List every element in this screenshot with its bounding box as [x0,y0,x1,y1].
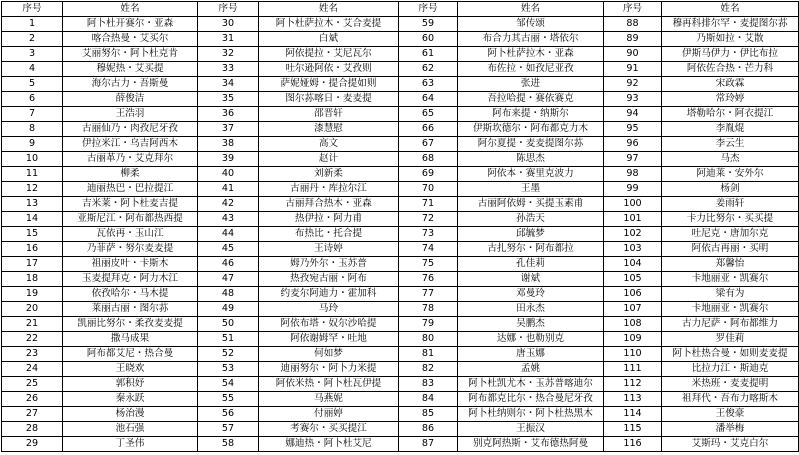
seq-cell: 43 [198,212,259,227]
seq-cell: 49 [198,302,259,317]
name-cell: 李胤焜 [662,122,799,137]
seq-cell: 71 [399,197,458,212]
table-row [2,62,799,77]
name-cell: 阿迪莱・安外尔 [662,167,799,182]
seq-cell: 16 [2,242,63,257]
seq-cell: 45 [198,242,259,257]
name-cell: 古扎努尔・阿布都拉 [458,242,604,257]
seq-cell: 115 [604,422,662,437]
name-cell: 热孜宛古丽・阿布 [259,272,399,287]
seq-cell: 53 [198,362,259,377]
name-cell: 姜雨轩 [662,197,799,212]
seq-cell: 58 [198,437,259,452]
seq-cell: 80 [399,332,458,347]
name-cell: 玉麦提拜克・阿力木江 [63,272,198,287]
table-row [2,167,799,182]
name-cell: 吴鹏杰 [458,317,604,332]
seq-cell: 64 [399,92,458,107]
seq-cell: 77 [399,287,458,302]
seq-cell: 40 [198,167,259,182]
name-cell: 王墨 [458,182,604,197]
seq-cell: 7 [2,107,63,122]
seq-cell: 46 [198,257,259,272]
seq-cell: 62 [399,62,458,77]
name-cell: 穆再科排尔罕・麦提图尔荪 [662,17,799,32]
name-cell: 付丽婷 [259,407,399,422]
seq-cell: 50 [198,317,259,332]
seq-cell: 5 [2,77,63,92]
seq-cell: 93 [604,92,662,107]
name-cell: 依孜哈尔・马木提 [63,287,198,302]
seq-cell: 90 [604,47,662,62]
name-cell: 古丽阿依姆・买提玉素甫 [458,197,604,212]
name-cell: 娜迪热・阿卜杜艾尼 [259,437,399,452]
name-cell: 秦永跃 [63,392,198,407]
name-cell: 王浩羽 [63,107,198,122]
seq-cell: 22 [2,332,63,347]
name-cell: 阿卜杜纳则尔・阿卜杜热黑木 [458,407,604,422]
seq-cell: 87 [399,437,458,452]
seq-header: 序号 [198,2,259,17]
seq-cell: 20 [2,302,63,317]
roster-body [2,17,799,452]
name-cell: 潘举梅 [662,422,799,437]
seq-cell: 95 [604,122,662,137]
name-cell: 布热比・托合提 [259,227,399,242]
table-row [2,152,799,167]
seq-cell: 66 [399,122,458,137]
table-row [2,302,799,317]
seq-cell: 78 [399,302,458,317]
name-cell: 吾拉哈提・赛依赛克 [458,92,604,107]
table-row [2,227,799,242]
name-cell: 米热班・麦麦提明 [662,377,799,392]
name-cell: 白斌 [259,32,399,47]
name-cell: 邓曼玲 [458,287,604,302]
seq-cell: 1 [2,17,63,32]
seq-cell: 75 [399,257,458,272]
name-cell: 阿布来提・纳斯尔 [458,107,604,122]
table-row [2,32,799,47]
table-row [2,47,799,62]
name-cell: 乃菲萨・努尔麦麦提 [63,242,198,257]
name-cell: 杨治漫 [63,407,198,422]
name-cell: 伊斯马伊力・伊比布拉 [662,47,799,62]
seq-cell: 8 [2,122,63,137]
name-cell: 郑馨怡 [662,257,799,272]
name-cell: 刘新柔 [259,167,399,182]
name-cell: 张进 [458,77,604,92]
seq-cell: 23 [2,347,63,362]
seq-cell: 113 [604,392,662,407]
name-cell: 阿依谢姆罕・吐地 [259,332,399,347]
seq-cell: 112 [604,377,662,392]
seq-cell: 59 [399,17,458,32]
name-cell: 田永杰 [458,302,604,317]
name-cell: 热伊拉・阿力甫 [259,212,399,227]
seq-cell: 29 [2,437,63,452]
seq-cell: 106 [604,287,662,302]
table-row [2,107,799,122]
seq-cell: 36 [198,107,259,122]
name-cell: 艾丽努尔・阿卜杜克肯 [63,47,198,62]
name-cell: 萨妮娅姆・提合提如则 [259,77,399,92]
seq-cell: 11 [2,167,63,182]
seq-cell: 37 [198,122,259,137]
name-cell: 宋政霖 [662,77,799,92]
name-cell: 图尔荪喀日・麦麦提 [259,92,399,107]
name-cell: 王诗婷 [259,242,399,257]
table-row [2,212,799,227]
table-row [2,437,799,452]
name-cell: 祖丽皮叶・卡斯木 [63,257,198,272]
name-cell: 伊拉米江・乌吉阿西木 [63,137,198,152]
name-cell: 阿卜杜凯尤木・玉苏普喀迪尔 [458,377,604,392]
seq-header: 序号 [604,2,662,17]
seq-cell: 114 [604,407,662,422]
name-cell: 马玲 [259,302,399,317]
name-cell: 古丽丹・库拉尔江 [259,182,399,197]
seq-cell: 6 [2,92,63,107]
name-cell: 迪丽热巴・巴拉提江 [63,182,198,197]
seq-cell: 42 [198,197,259,212]
seq-cell: 116 [604,437,662,452]
name-cell: 考赛尔・买买提江 [259,422,399,437]
table-row [2,317,799,332]
name-cell: 阿依米热・阿卜杜瓦伊提 [259,377,399,392]
name-cell: 阿依布塔・奴尔沙哈提 [259,317,399,332]
name-cell: 卡地丽亚・凯赛尔 [662,302,799,317]
table-row [2,257,799,272]
name-header: 姓名 [259,2,399,17]
seq-cell: 97 [604,152,662,167]
seq-cell: 54 [198,377,259,392]
name-cell: 吐尼克・唐加尔克 [662,227,799,242]
name-cell: 达娜・也勒别克 [458,332,604,347]
seq-cell: 47 [198,272,259,287]
seq-cell: 17 [2,257,63,272]
name-cell: 马燕妮 [259,392,399,407]
seq-cell: 96 [604,137,662,152]
name-cell: 古丽仙乃・肉孜尼牙孜 [63,122,198,137]
table-row [2,347,799,362]
name-cell: 漆慧慰 [259,122,399,137]
seq-cell: 98 [604,167,662,182]
name-cell: 陈思杰 [458,152,604,167]
seq-cell: 108 [604,317,662,332]
seq-cell: 27 [2,407,63,422]
name-cell: 比拉力江・斯迪克 [662,362,799,377]
seq-cell: 30 [198,17,259,32]
seq-cell: 32 [198,47,259,62]
seq-cell: 100 [604,197,662,212]
name-cell: 布佐拉・如孜尼亚孜 [458,62,604,77]
seq-cell: 102 [604,227,662,242]
seq-cell: 52 [198,347,259,362]
seq-cell: 85 [399,407,458,422]
name-cell: 王晓欢 [63,362,198,377]
name-cell: 别克阿热斯・艾布德热阿曼 [458,437,604,452]
table-row [2,377,799,392]
seq-cell: 76 [399,272,458,287]
seq-cell: 51 [198,332,259,347]
name-cell: 吐尔逊阿依・艾孜则 [259,62,399,77]
seq-cell: 103 [604,242,662,257]
name-cell: 古丽拜合热木・亚森 [259,197,399,212]
name-cell: 柳柔 [63,167,198,182]
name-cell: 阿布都艾尼・热合曼 [63,347,198,362]
name-cell: 阿依本・赛里克波力 [458,167,604,182]
seq-cell: 109 [604,332,662,347]
seq-cell: 67 [399,137,458,152]
name-cell: 薛俊洁 [63,92,198,107]
seq-cell: 57 [198,422,259,437]
seq-cell: 15 [2,227,63,242]
table-row [2,407,799,422]
name-cell: 艾斯玛・艾克白尔 [662,437,799,452]
name-cell: 海尔古力・吾斯曼 [63,77,198,92]
seq-cell: 13 [2,197,63,212]
name-cell: 孟姚 [458,362,604,377]
seq-cell: 60 [399,32,458,47]
name-cell: 布合力其古丽・塔依尔 [458,32,604,47]
seq-cell: 25 [2,377,63,392]
name-cell: 喀合热曼・艾买尔 [63,32,198,47]
name-cell: 常玲婷 [662,92,799,107]
name-cell: 穆妮热・艾买提 [63,62,198,77]
name-cell: 丁圣伟 [63,437,198,452]
name-cell: 孙浩天 [458,212,604,227]
table-row [2,122,799,137]
name-cell: 姆乃外尔・玉苏普 [259,257,399,272]
name-cell: 王俊豪 [662,407,799,422]
seq-cell: 38 [198,137,259,152]
name-cell: 约麦尔阿迪力・霍加科 [259,287,399,302]
table-row [2,287,799,302]
seq-cell: 73 [399,227,458,242]
seq-cell: 2 [2,32,63,47]
name-cell: 迪丽努尔・阿卜力米提 [259,362,399,377]
name-cell: 高文 [259,137,399,152]
seq-cell: 12 [2,182,63,197]
seq-cell: 94 [604,107,662,122]
name-cell: 莱丽古丽・图尔荪 [63,302,198,317]
table-row [2,137,799,152]
seq-cell: 92 [604,77,662,92]
seq-cell: 84 [399,392,458,407]
name-cell: 撒马成果 [63,332,198,347]
name-cell: 祖拜代・吾布力喀斯木 [662,392,799,407]
table-row [2,17,799,32]
header-row [2,2,799,17]
seq-cell: 18 [2,272,63,287]
name-cell: 塔勒哈尔・阿衣提江 [662,107,799,122]
name-cell: 瓦依再・玉山江 [63,227,198,242]
table-row [2,242,799,257]
seq-cell: 65 [399,107,458,122]
name-cell: 古力尼萨・阿布都维力 [662,317,799,332]
seq-cell: 107 [604,302,662,317]
seq-cell: 21 [2,317,63,332]
name-cell: 阿卜杜萨拉木・艾合麦提 [259,17,399,32]
name-cell: 阿依提拉・艾尼瓦尔 [259,47,399,62]
seq-cell: 4 [2,62,63,77]
name-cell: 阿卜杜热合曼・如则麦麦提 [662,347,799,362]
seq-cell: 35 [198,92,259,107]
name-cell: 唐玉娜 [458,347,604,362]
name-cell: 邵晋轩 [259,107,399,122]
name-cell: 罗佳莉 [662,332,799,347]
seq-cell: 44 [198,227,259,242]
seq-cell: 83 [399,377,458,392]
name-cell: 凯丽比努尔・柔孜麦麦提 [63,317,198,332]
name-cell: 阿布都克比尔・热合曼尼牙孜 [458,392,604,407]
name-cell: 杨剑 [662,182,799,197]
table-row [2,77,799,92]
seq-cell: 26 [2,392,63,407]
name-cell: 池石强 [63,422,198,437]
name-cell: 何如梦 [259,347,399,362]
name-cell: 阿卜杜萨拉木・亚森 [458,47,604,62]
seq-cell: 34 [198,77,259,92]
seq-header: 序号 [2,2,63,17]
seq-cell: 33 [198,62,259,77]
seq-cell: 68 [399,152,458,167]
name-cell: 梁有为 [662,287,799,302]
name-cell: 古丽革乃・艾克拜尔 [63,152,198,167]
name-header: 姓名 [63,2,198,17]
name-cell: 阿卜杜开赛尔・亚森 [63,17,198,32]
seq-cell: 88 [604,17,662,32]
seq-cell: 55 [198,392,259,407]
seq-cell: 63 [399,77,458,92]
name-header: 姓名 [458,2,604,17]
seq-cell: 91 [604,62,662,77]
seq-cell: 70 [399,182,458,197]
name-cell: 卡力比努尔・买买提 [662,212,799,227]
name-cell: 邹传颂 [458,17,604,32]
table-row [2,422,799,437]
seq-cell: 56 [198,407,259,422]
name-cell: 马杰 [662,152,799,167]
name-cell: 孔佳莉 [458,257,604,272]
name-cell: 伊斯坎德尔・阿布都克力木 [458,122,604,137]
name-cell: 谢斌 [458,272,604,287]
seq-cell: 101 [604,212,662,227]
name-cell: 乃斯如拉・艾散 [662,32,799,47]
seq-cell: 24 [2,362,63,377]
name-cell: 阿尔夏提・麦麦提图尔荪 [458,137,604,152]
seq-cell: 14 [2,212,63,227]
seq-cell: 86 [399,422,458,437]
table-row [2,197,799,212]
name-cell: 赵计 [259,152,399,167]
seq-cell: 69 [399,167,458,182]
seq-cell: 110 [604,347,662,362]
seq-cell: 39 [198,152,259,167]
table-row [2,362,799,377]
name-cell: 阿依佐合热・芒力科 [662,62,799,77]
seq-cell: 111 [604,362,662,377]
name-cell: 卡地丽亚・凯赛尔 [662,272,799,287]
name-cell: 王振汉 [458,422,604,437]
seq-cell: 104 [604,257,662,272]
seq-cell: 89 [604,32,662,47]
name-cell: 郭积妤 [63,377,198,392]
seq-cell: 82 [399,362,458,377]
table-row [2,92,799,107]
table-row [2,272,799,287]
seq-cell: 9 [2,137,63,152]
seq-cell: 72 [399,212,458,227]
seq-cell: 31 [198,32,259,47]
name-cell: 邱毓梦 [458,227,604,242]
name-cell: 阿依古再丽・买明 [662,242,799,257]
seq-cell: 28 [2,422,63,437]
seq-cell: 81 [399,347,458,362]
seq-cell: 99 [604,182,662,197]
seq-cell: 10 [2,152,63,167]
seq-cell: 105 [604,272,662,287]
table-row [2,332,799,347]
seq-cell: 3 [2,47,63,62]
table-row [2,392,799,407]
name-cell: 吉米莱・阿卜杜麦吉提 [63,197,198,212]
name-header: 姓名 [662,2,799,17]
seq-header: 序号 [399,2,458,17]
name-cell: 亚斯尼江・阿布都热西提 [63,212,198,227]
seq-cell: 61 [399,47,458,62]
seq-cell: 48 [198,287,259,302]
roster-table [1,1,799,452]
name-cell: 李云生 [662,137,799,152]
seq-cell: 19 [2,287,63,302]
table-row [2,182,799,197]
seq-cell: 74 [399,242,458,257]
seq-cell: 79 [399,317,458,332]
seq-cell: 41 [198,182,259,197]
